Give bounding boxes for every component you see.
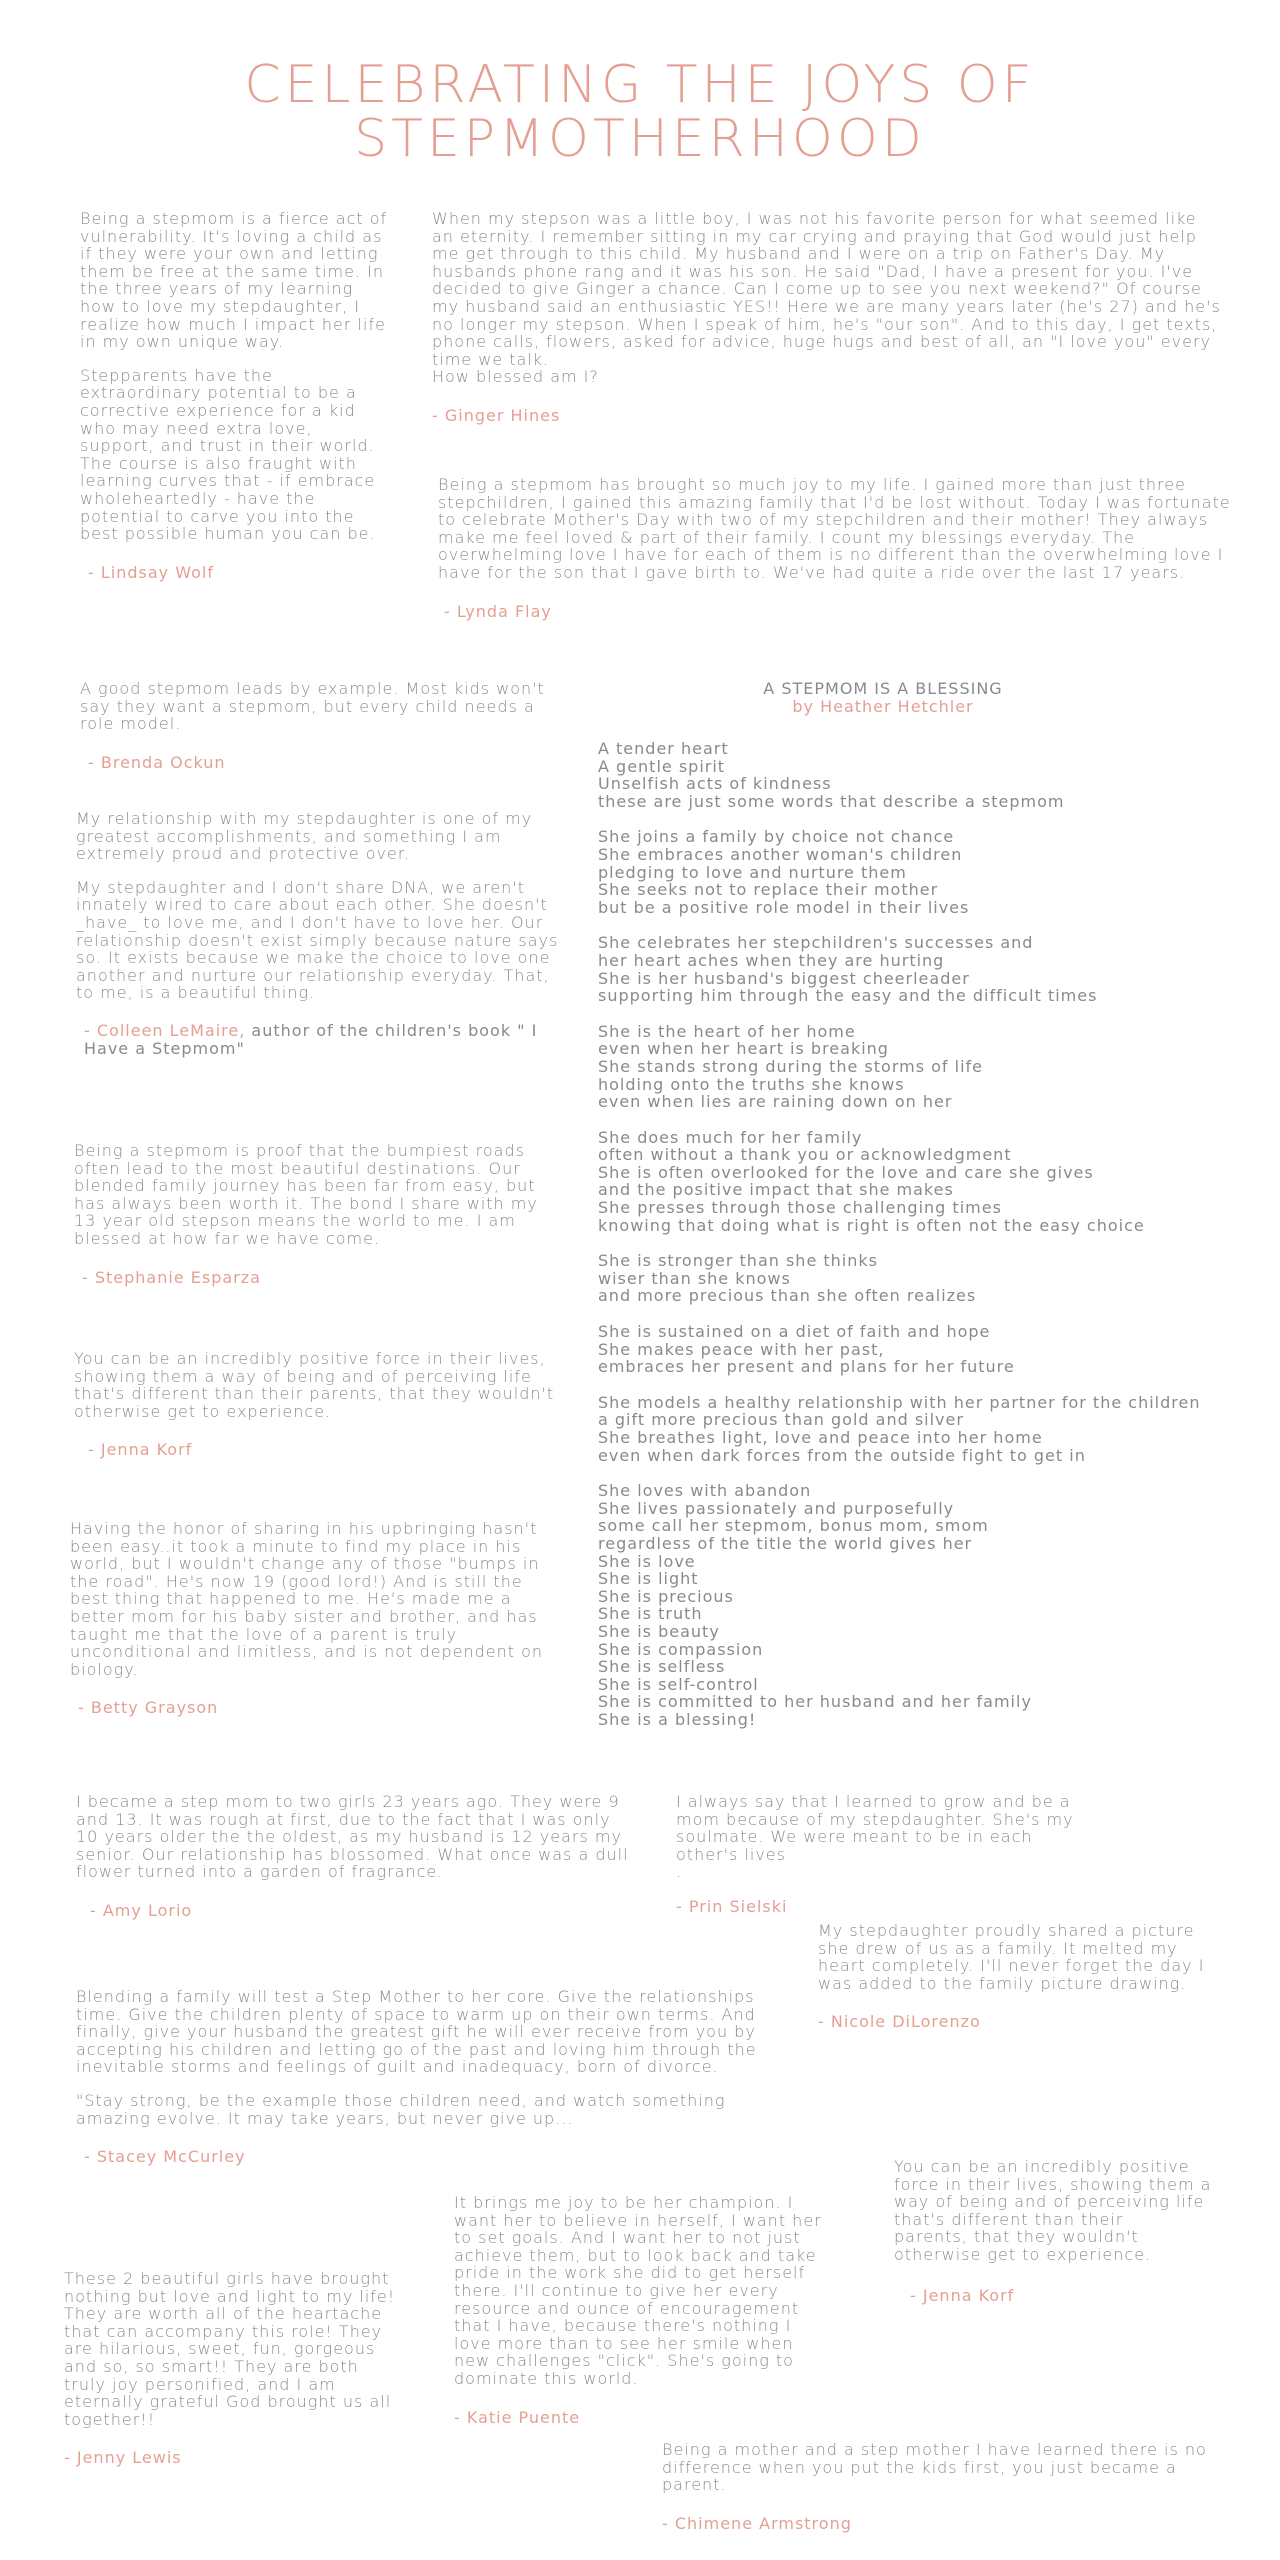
quote-author: - Chimene Armstrong bbox=[662, 2513, 852, 2533]
quote-text: These 2 beautiful girls have brought nothing but love and light to my life! They are worth all of the heartache that can accompany this role! They are hilarious, sweet, fun, gorgeous and so, so smart!! They are both truly joy personified, and I am eternally grateful God brought us all together!! bbox=[64, 2269, 396, 2429]
quote-text: When my stepson was a little boy, I was not his favorite person for what seemed like an eternity. I remember sitting in my car crying and praying that God would just help me get through to this child. My husband and I were on a trip on Father's Day. My husbands phone rang and it was his son. He said "Dad, I have a present for you. I've decided to give Ginger a chance. Can I come up to see you next weekend?" Of course my husband said an enthusiastic YES!! Here we are many years later (he's 27) and he's no longer my stepson. When I speak of him, he's "our son". And to this day, I get texts, phone calls, flowers, asked for advice, huge hugs and best of all, an "I love you" every time we talk. How blessed am I? bbox=[432, 209, 1221, 387]
quote-text: Having the honor of sharing in his upbringing hasn't been easy..it took a minute to find my place in his world, but I wouldn't change any of those "bumps in the road". He's now 19 (good lord!) And is still the best thing that happened to me. He's made me a better mom for his baby sister and brother, and has taught me that the love of a parent is truly unconditional and limitless, and is not dependent on biology. bbox=[70, 1519, 544, 1679]
quote-author: - Katie Puente bbox=[454, 2407, 581, 2427]
poem-stanza: She celebrates her stepchildren's successes and her heart aches when they are hurting She is her husband's biggest cheerleader supporting him through the easy and the difficult times bbox=[598, 933, 1098, 1006]
quote-jenny-lewis bbox=[64, 2270, 404, 2467]
poem-stanza: She is the heart of her home even when her heart is breaking She stands strong during the storms of life holding onto the truths she knows even when lies are raining down on her bbox=[598, 1021, 983, 1112]
quote-text: Being a stepmom is a fierce act of vulnerability. It's loving a child as if they were your own and letting them be free at the same time. In the three years of my learning how to love my stepdaughter, I realize how much I impact her life in my own unique way. bbox=[80, 209, 388, 352]
quote-author: - Stacey McCurley bbox=[84, 2147, 246, 2167]
quote-text: It brings me joy to be her champion. I want her to believe in herself, I want her to set goals. And I want her to not just achieve them, but to look back and take pride in the work she did to get herself there. I'll continue to give her every resource and ounce of encouragement that I have, because there's nothing I love more than to see her smile when new challenges "click". She's going to dominate this world. bbox=[454, 2193, 822, 2388]
quote-author: - Nicole DiLorenzo bbox=[818, 2012, 981, 2032]
quote-author: - Stephanie Esparza bbox=[82, 1267, 261, 1287]
poem-stanza: She loves with abandon She lives passionately and purposefully some call her stepmom, bonus mom, smom regardless of the title the world gives her She is love She is light She is precious She is truth She is beauty She is compassion She is selfless She is self-control She is committed to her husband and her family She is a blessing! bbox=[598, 1481, 1032, 1729]
quote-author: - Jenna Korf bbox=[88, 1440, 193, 1460]
quote-jenna-korf-2 bbox=[894, 2158, 1224, 2305]
poem-stepmom-blessing bbox=[598, 680, 1238, 1747]
quote-text: "Stay strong, be the example those children need, and watch something amazing evolve. It may take years, but never give up... bbox=[76, 2090, 726, 2128]
quote-jenna-korf bbox=[74, 1350, 564, 1459]
quote-ginger-hines bbox=[432, 210, 1222, 425]
quote-text: Being a stepmom has brought so much joy to my life. I gained more than just three stepchildren, I gained this amazing family that I'd be lost without. Today I was fortunate to celebrate Mother's Day with two of my stepchildren and their mother! They always make me feel loved & part of their family. I count my blessings everyday. The overwhelming love I have for each of them is no different than the overwhelming love I have for the son that I gave birth to. We've had quite a ride over the last 17 years. bbox=[438, 475, 1231, 582]
page-title bbox=[0, 55, 1280, 169]
poem-stanza: She is stronger than she thinks wiser than she knows and more precious than she often realizes bbox=[598, 1251, 977, 1306]
quote-stacey-mccurley bbox=[76, 1988, 796, 2166]
quote-author: - Lindsay Wolf bbox=[88, 562, 214, 582]
title-line-1: CELEBRATING THE JOYS OF bbox=[244, 55, 1036, 115]
quote-author: - Jenny Lewis bbox=[64, 2448, 182, 2468]
quote-nicole-dilorenzo bbox=[818, 1922, 1228, 2031]
poem-stanza: She joins a family by choice not chance She embraces another woman's children pledging to love and nurture them She seeks not to replace their mother but be a positive role model in their lives bbox=[598, 827, 970, 917]
quote-text: You can be an incredibly positive force in their lives, showing them a way of being and of perceiving life that's different than their parents, that they wouldn't otherwise get to experience. bbox=[894, 2157, 1212, 2264]
poem-stanza: A tender heart A gentle spirit Unselfish acts of kindness these are just some words that describe a stepmom bbox=[598, 739, 1065, 811]
quote-author: - Amy Lorio bbox=[90, 1900, 193, 1920]
author-name: Colleen LeMaire, bbox=[96, 1020, 246, 1040]
quote-amy-lorio bbox=[76, 1793, 636, 1920]
quote-text: My stepdaughter and I don't share DNA, we aren't innately wired to care about each other. She doesn't _have_ to love me, and I don't have to love her. Our relationship doesn't exist simply because nature says so. It exists because we make the choice to love one another and nurture our relationship everyday. That, to me, is a beautiful thing. bbox=[76, 877, 559, 1003]
quote-text: I became a step mom to two girls 23 years ago. They were 9 and 13. It was rough at first, due to the fact that I was only 10 years older the the oldest, as my husband is 12 years my senior. Our relationship has blossomed. What once was a dull flower turned into a garden of fragrance. bbox=[76, 1792, 629, 1882]
quote-author: - Jenna Korf bbox=[910, 2285, 1015, 2305]
quote-betty-grayson bbox=[70, 1520, 560, 1717]
quote-brenda-ockun bbox=[80, 680, 560, 772]
quote-text: You can be an incredibly positive force in their lives, showing them a way of being and of perceiving life that's different than their parents, that they wouldn't otherwise get to experience. bbox=[74, 1349, 555, 1421]
quote-text: Blending a family will test a Step Mother to her core. Give the relationships time. Give the children plenty of space to warm up on their own terms. And finally, give your husband the greatest gift he will ever receive from you by accepting his children and letting go of the past and loving him through the inevitable storms and feelings of guilt and inadequacy, born of divorce. bbox=[76, 1987, 757, 2077]
quote-text: My stepdaughter proudly shared a picture she drew of us as a family. It melted my heart completely. I'll never forget the day I was added to the family picture drawing. bbox=[818, 1921, 1205, 1993]
quote-text: My relationship with my stepdaughter is one of my greatest accomplishments, and something I am extremely proud and protective over. bbox=[76, 809, 533, 864]
quote-prin-sielski bbox=[676, 1793, 1096, 1916]
poem-stanza: She is sustained on a diet of faith and hope She makes peace with her past, embraces her present and plans for her future bbox=[598, 1322, 1015, 1377]
quote-text: A good stepmom leads by example. Most kids won't say they want a stepmom, but every child needs a role model. bbox=[80, 679, 545, 734]
quote-author: - Lynda Flay bbox=[444, 601, 552, 621]
quote-lynda-flay bbox=[438, 476, 1238, 621]
quote-stephanie-esparza bbox=[74, 1142, 564, 1287]
quote-text: I always say that I learned to grow and be a mom because of my stepdaughter. She's my soulmate. We were meant to be in each other's lives . bbox=[676, 1792, 1074, 1882]
quote-author bbox=[84, 1022, 560, 1058]
quote-author: - Brenda Ockun bbox=[88, 752, 226, 772]
quote-author: - Ginger Hines bbox=[432, 405, 561, 425]
title-line-2: STEPMOTHERHOOD bbox=[354, 109, 926, 169]
quote-katie-puente bbox=[454, 2194, 834, 2427]
quote-chimene-armstrong bbox=[662, 2441, 1232, 2533]
quote-author: - Prin Sielski bbox=[676, 1896, 788, 1916]
quote-colleen-lemaire bbox=[76, 810, 560, 1058]
poem-stanza: She does much for her family often without a thank you or acknowledgment She is often overlooked for the love and care she gives and the positive impact that she makes She presses through those challenging times knowing that doing what is right is often not the easy choice bbox=[598, 1127, 1145, 1235]
quote-lindsay-wolf bbox=[80, 210, 390, 582]
author-note: author of the children's book " I Have a Stepmom" bbox=[84, 1020, 538, 1058]
quote-text: Being a mother and a step mother I have learned there is no difference when you put the kids first, you just became a parent. bbox=[662, 2440, 1207, 2495]
author-dash: - bbox=[84, 1020, 91, 1040]
quote-author: - Betty Grayson bbox=[78, 1698, 219, 1718]
poem-stanza: She models a healthy relationship with her partner for the children a gift more precious than gold and silver She breathes light, love and peace into her home even when dark forces from the outside fight to get in bbox=[598, 1392, 1201, 1465]
quote-text: Being a stepmom is proof that the bumpiest roads often lead to the most beautiful destinations. Our blended family journey has been far from easy, but has always been worth it. The bond I share with my 13 year old stepson means the world to me. I am blessed at how far we have come. bbox=[74, 1141, 538, 1248]
poem-title: A STEPMOM IS A BLESSING bbox=[763, 679, 1003, 698]
quote-text: Stepparents have the extraordinary potential to be a corrective experience for a kid who may need extra love, support, and trust in their world. The course is also fraught with learning curves that - if embrace wholeheartedly - have the potential to carve you into the best possible human you can be. bbox=[80, 365, 376, 544]
poem-author: by Heather Hetchler bbox=[792, 697, 974, 716]
